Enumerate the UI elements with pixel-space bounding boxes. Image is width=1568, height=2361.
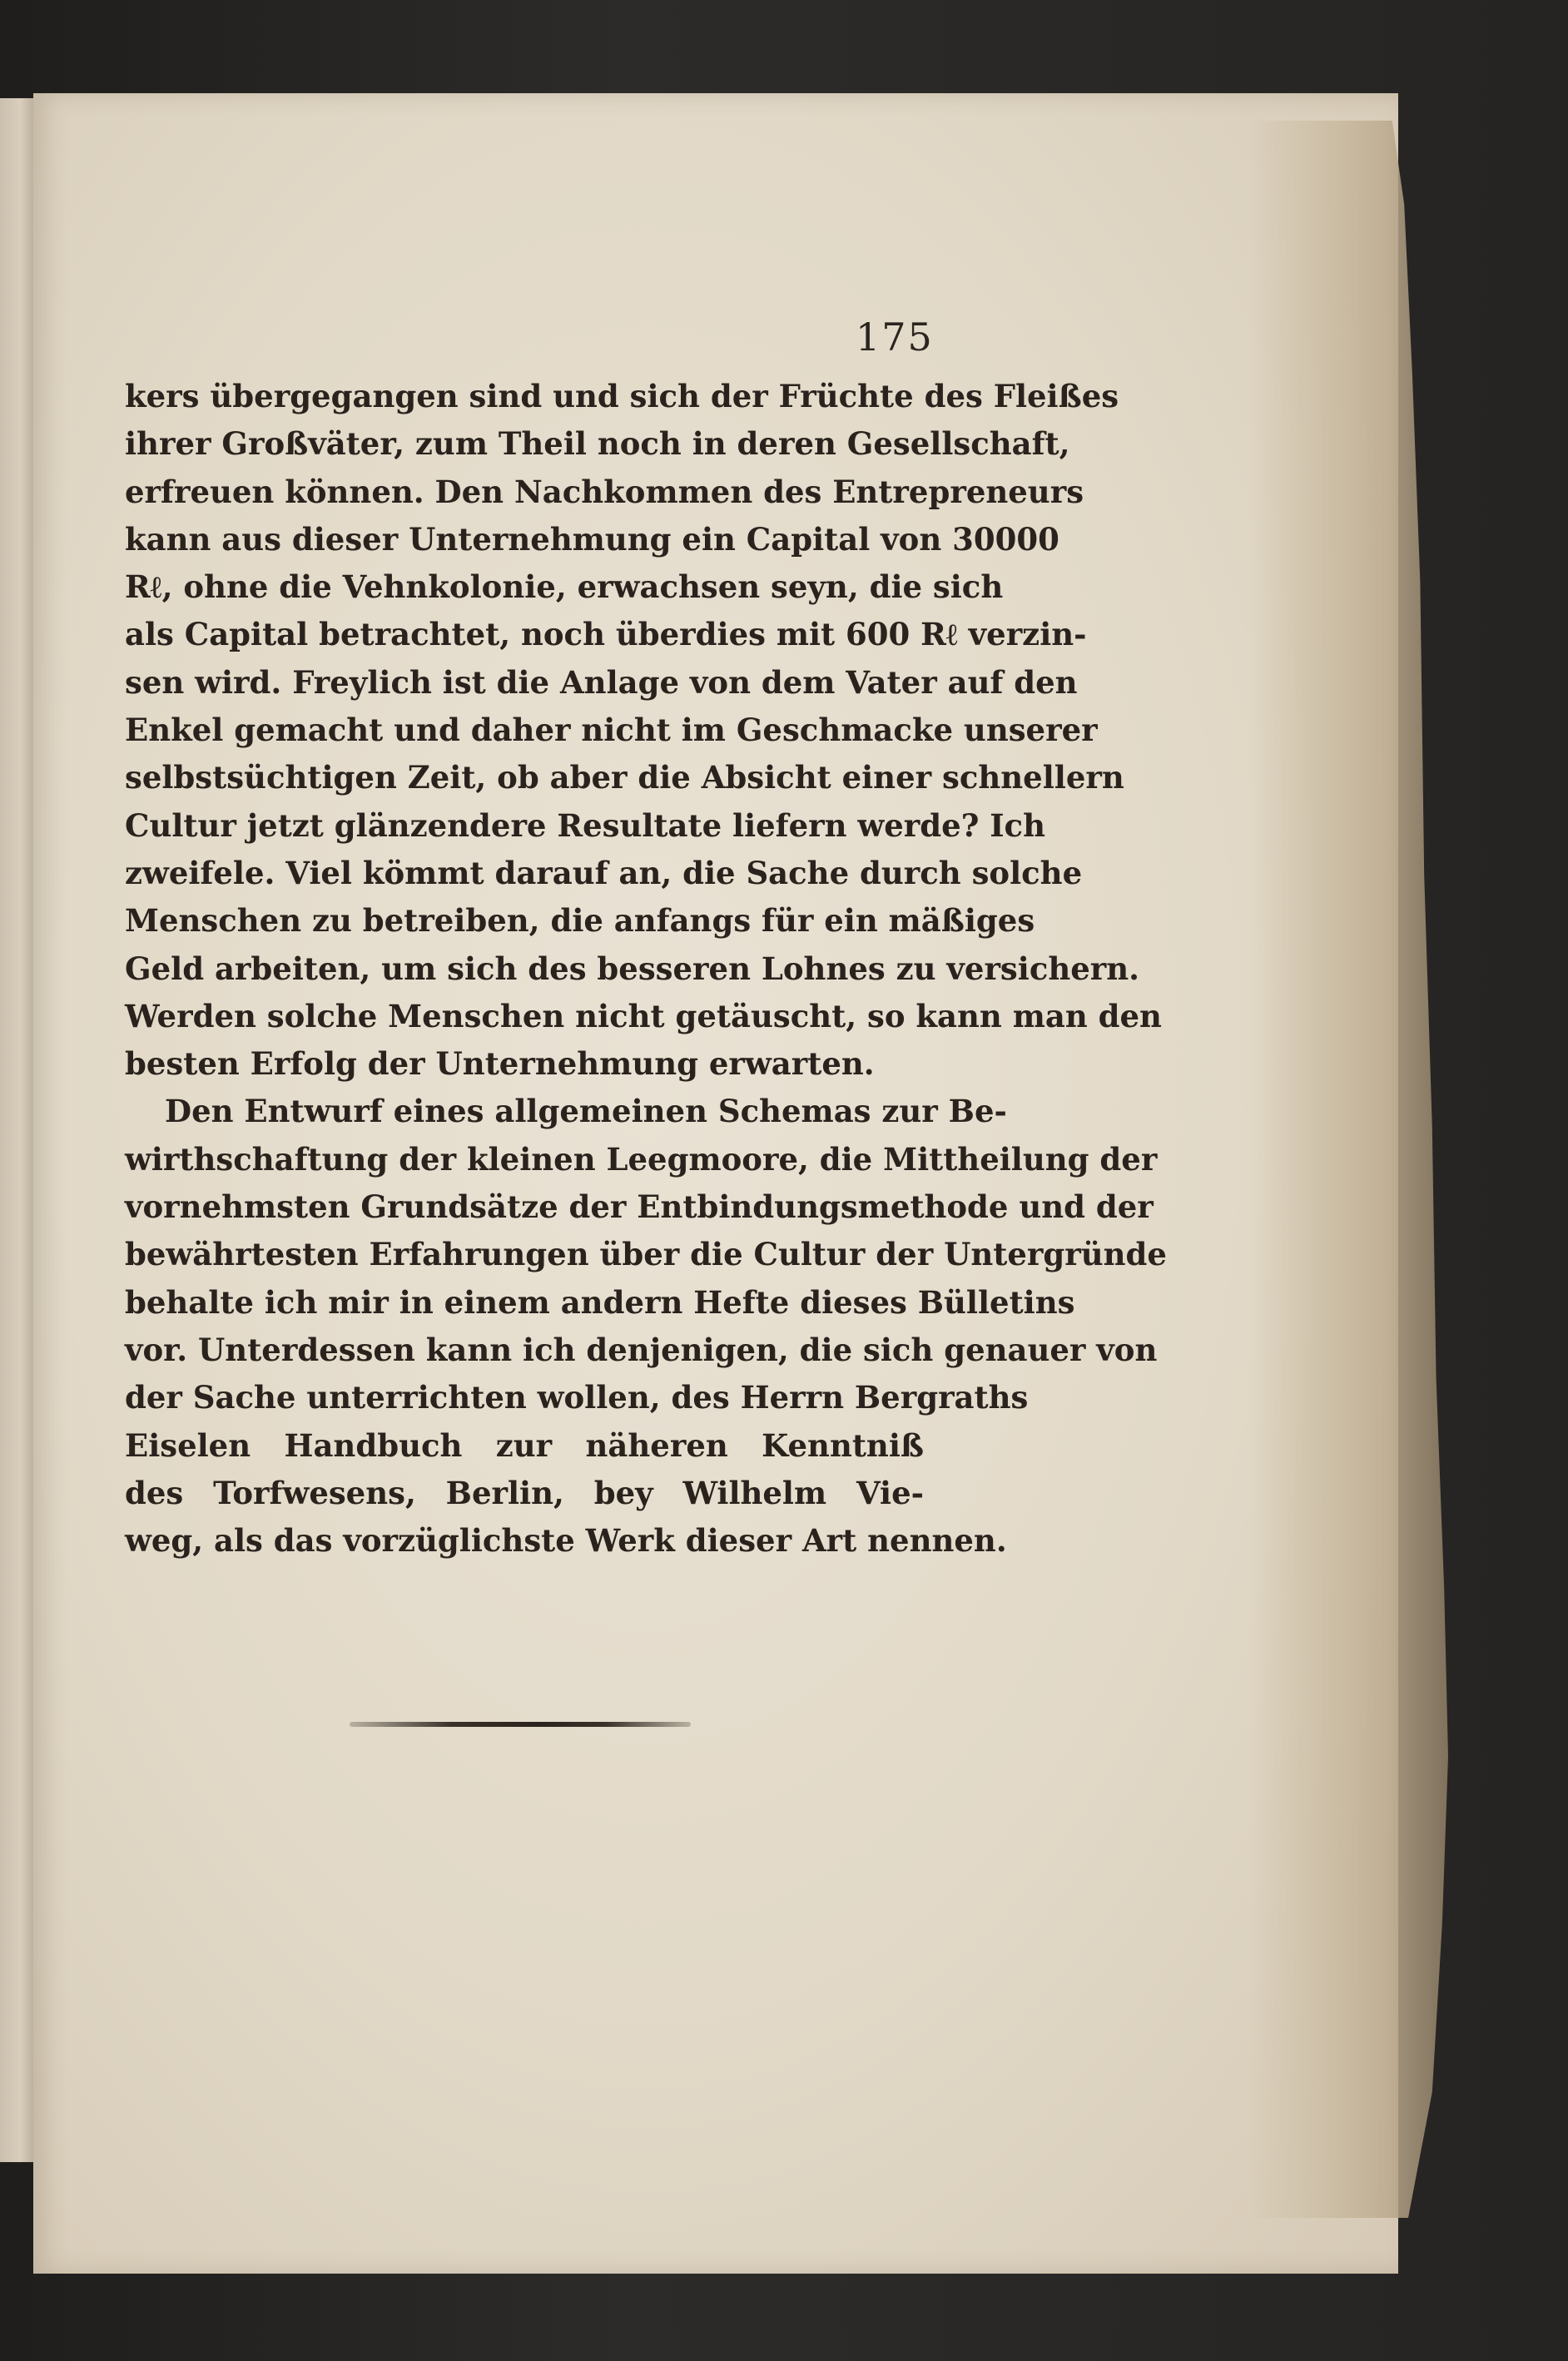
text-line: Cultur jetzt glänzendere Resultate liefern werde? Ich <box>125 806 1045 844</box>
text-line: Den Entwurf eines allgemeinen Schemas zur Be- <box>165 1093 1007 1130</box>
text-line: vor. Unterdessen kann ich denjenigen, die sich genauer von <box>125 1331 1158 1368</box>
text-line: ihrer Großväter, zum Theil noch in deren Gesellschaft, <box>125 425 1070 463</box>
text-line: Geld arbeiten, um sich des besseren Lohnes zu versichern. <box>125 950 1140 987</box>
text-line: sen wird. Freylich ist die Anlage von dem Vater auf den <box>125 663 1078 701</box>
text-line: Eiselen Handbuch zur näheren Kenntniß <box>125 1426 924 1464</box>
page-fore-edge <box>1248 121 1448 2218</box>
text-line: selbstsüchtigen Zeit, ob aber die Absicht einer schnellern <box>125 759 1124 796</box>
text-line: zweifele. Viel kömmt darauf an, die Sache durch solche <box>125 854 1083 891</box>
text-line: als Capital betrachtet, noch überdies mit 600 Rℓ verzin- <box>125 616 1087 653</box>
text-line: kers übergegangen sind und sich der Früchte des Fleißes <box>125 378 1119 414</box>
text-line: Menschen zu betreiben, die anfangs für ein mäßiges <box>125 902 1035 940</box>
text-line: Enkel gemacht und daher nicht im Geschmacke unserer <box>125 712 1098 749</box>
text-line: Werden solche Menschen nicht getäuscht, so kann man den <box>125 997 1162 1034</box>
text-line: bewährtesten Erfahrungen über die Cultur der Untergründe <box>125 1236 1167 1273</box>
paragraph <box>125 373 1162 1088</box>
text-line: behalte ich mir in einem andern Hefte dieses Bülletins <box>125 1283 1075 1321</box>
previous-page-edge <box>0 98 35 2162</box>
text-line: kann aus dieser Unternehmung ein Capital von 30000 <box>125 520 1059 558</box>
text-line: weg, als das vorzüglichste Werk dieser Art nennen. <box>125 1522 1007 1560</box>
text-line: vornehmsten Grundsätze der Entbindungsmethode und der <box>125 1188 1154 1226</box>
text-line: der Sache unterrichten wollen, des Herrn Bergraths <box>125 1379 1029 1416</box>
paragraph <box>125 1088 1167 1565</box>
text-line: Rℓ, ohne die Vehnkolonie, erwachsen seyn, die sich <box>125 568 1004 606</box>
text-line: erfreuen können. Den Nachkommen des Entrepreneurs <box>125 473 1084 510</box>
text-line: besten Erfolg der Unternehmung erwarten. <box>125 1045 875 1083</box>
body-text <box>125 373 1167 1565</box>
section-divider-rule <box>350 1722 691 1727</box>
page-number: 175 <box>856 315 934 360</box>
text-line: wirthschaftung der kleinen Leegmoore, die Mittheilung der <box>125 1140 1158 1178</box>
text-line: des Torfwesens, Berlin, bey Wilhelm Vie- <box>125 1474 924 1511</box>
